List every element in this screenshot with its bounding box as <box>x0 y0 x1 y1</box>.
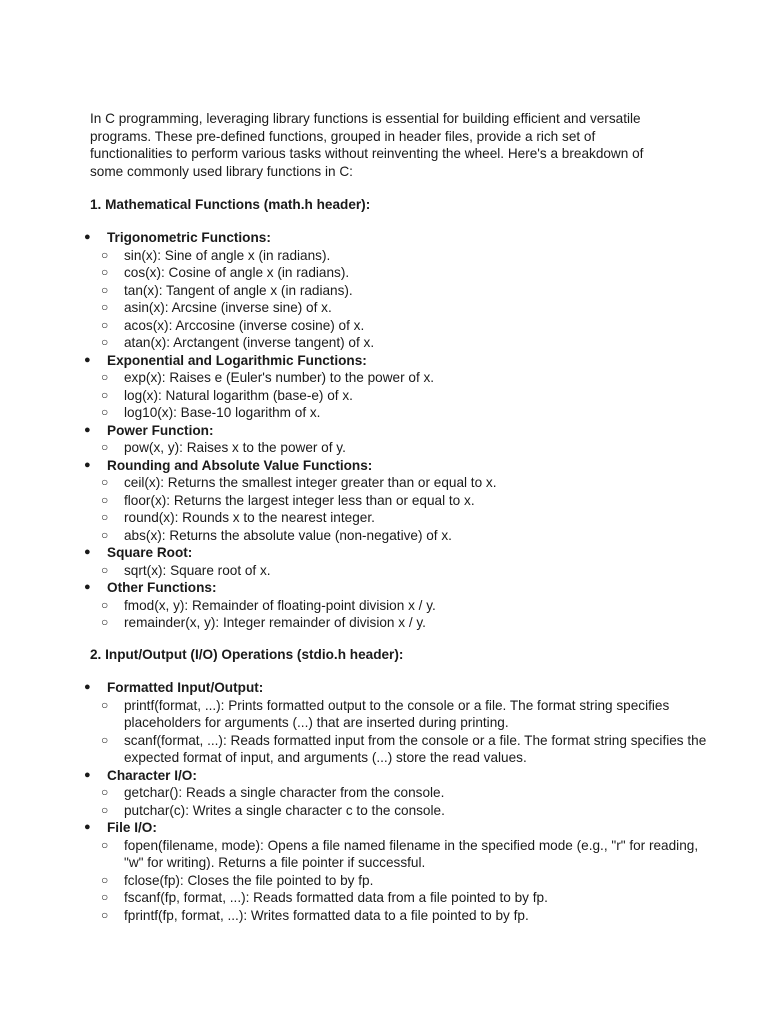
list-item-text: log10(x): Base-10 logarithm of x. <box>124 405 321 420</box>
bullet-group-square-root <box>0 544 768 579</box>
bullet-group-formatted-io <box>0 679 768 767</box>
circle-bullet-icon: ○ <box>101 872 109 887</box>
section-heading-io: 2. Input/Output (I/O) Operations (stdio.h header): <box>90 647 404 662</box>
math-function-list <box>0 229 768 632</box>
list-item-text: atan(x): Arctangent (inverse tangent) of x. <box>124 335 375 350</box>
bullet-label: Other Functions: <box>107 580 217 595</box>
io-function-list <box>0 679 768 924</box>
list-item <box>0 439 768 457</box>
list-item <box>0 889 768 907</box>
bullet-item <box>0 579 768 597</box>
list-item <box>0 334 768 352</box>
list-item <box>0 474 768 492</box>
list-item <box>0 597 768 615</box>
list-item <box>0 369 768 387</box>
list-item <box>0 404 768 422</box>
bullet-group-rounding <box>0 457 768 545</box>
list-item-text: fmod(x, y): Remainder of floating-point division x / y. <box>124 597 436 613</box>
circle-bullet-icon: ○ <box>101 785 109 799</box>
bullet-label: Trigonometric Functions: <box>107 230 271 245</box>
list-item <box>0 837 768 872</box>
bullet-icon: ● <box>84 821 91 833</box>
list-item <box>0 614 768 632</box>
circle-bullet-icon: ○ <box>101 527 109 542</box>
sub-list <box>0 247 768 352</box>
sub-list <box>0 784 768 819</box>
circle-bullet-icon: ○ <box>101 597 109 612</box>
list-item <box>0 697 768 732</box>
list-item-text: tan(x): Tangent of angle x (in radians). <box>124 282 353 298</box>
list-item <box>0 387 768 405</box>
bullet-item <box>0 422 768 440</box>
circle-bullet-icon: ○ <box>101 562 109 577</box>
bullet-item <box>0 819 768 837</box>
list-item <box>0 247 768 265</box>
bullet-label: Rounding and Absolute Value Functions: <box>107 457 373 473</box>
circle-bullet-icon: ○ <box>101 282 109 297</box>
bullet-item <box>0 544 768 562</box>
list-item-text: cos(x): Cosine of angle x (in radians). <box>124 265 350 280</box>
bullet-label: File I/O: <box>107 820 157 835</box>
list-item <box>0 282 768 300</box>
circle-bullet-icon: ○ <box>101 615 109 629</box>
circle-bullet-icon: ○ <box>101 335 109 349</box>
bullet-icon: ● <box>84 681 91 693</box>
bullet-group-file-io <box>0 819 768 924</box>
circle-bullet-icon: ○ <box>101 317 109 332</box>
list-item <box>0 732 768 767</box>
list-item <box>0 784 768 802</box>
bullet-item <box>0 352 768 370</box>
circle-bullet-icon: ○ <box>101 697 109 712</box>
circle-bullet-icon: ○ <box>101 440 109 454</box>
list-item-text: fscanf(fp, format, ...): Reads formatted data from a file pointed to by fp. <box>124 890 548 905</box>
circle-bullet-icon: ○ <box>101 837 109 852</box>
list-item-text: fclose(fp): Closes the file pointed to by fp. <box>124 872 374 888</box>
bullet-label: Formatted Input/Output: <box>107 680 264 695</box>
bullet-label: Exponential and Logarithmic Functions: <box>107 352 367 368</box>
list-item-text: exp(x): Raises e (Euler's number) to the power of x. <box>124 370 435 385</box>
list-item-text: fprintf(fp, format, ...): Writes formatted data to a file pointed to by fp. <box>124 907 529 923</box>
circle-bullet-icon: ○ <box>101 247 109 262</box>
circle-bullet-icon: ○ <box>101 510 109 524</box>
circle-bullet-icon: ○ <box>101 370 109 384</box>
sub-list <box>0 439 768 457</box>
list-item-text: abs(x): Returns the absolute value (non-negative) of x. <box>124 527 452 543</box>
list-item-text: fopen(filename, mode): Opens a file named filename in the specified mode (e.g., "r" for reading, "w" for writing). Returns a file pointer if successful. <box>124 837 699 870</box>
sub-list <box>0 837 768 925</box>
bullet-icon: ● <box>84 353 91 366</box>
circle-bullet-icon: ○ <box>101 492 109 507</box>
bullet-group-exponential <box>0 352 768 422</box>
bullet-label: Character I/O: <box>107 767 197 783</box>
list-item <box>0 872 768 890</box>
list-item-text: acos(x): Arccosine (inverse cosine) of x. <box>124 317 365 333</box>
circle-bullet-icon: ○ <box>101 265 109 279</box>
list-item <box>0 264 768 282</box>
circle-bullet-icon: ○ <box>101 405 109 419</box>
list-item <box>0 509 768 527</box>
bullet-icon: ● <box>84 581 91 593</box>
intro-paragraph: In C programming, leveraging library functions is essential for building efficient and versatile programs. These pre-defined functions, grouped in header files, provide a rich set of functionalities to perform various tasks without reinventing the wheel. Here's a breakdown of some commonly used library functions in C: <box>90 111 644 179</box>
circle-bullet-icon: ○ <box>101 300 109 314</box>
list-item <box>0 907 768 925</box>
list-item-text: putchar(c): Writes a single character c to the console. <box>124 802 445 818</box>
list-item-text: printf(format, ...): Prints formatted output to the console or a file. The format string specifies placeholders for arguments (...) that are inserted during printing. <box>124 697 670 730</box>
sub-list <box>0 369 768 422</box>
circle-bullet-icon: ○ <box>101 387 109 402</box>
section-heading-math: 1. Mathematical Functions (math.h header): <box>90 197 371 212</box>
bullet-item <box>0 767 768 785</box>
circle-bullet-icon: ○ <box>101 907 109 922</box>
bullet-group-trigonometric <box>0 229 768 352</box>
bullet-group-power <box>0 422 768 457</box>
list-item-text: asin(x): Arcsine (inverse sine) of x. <box>124 300 332 315</box>
list-item-text: scanf(format, ...): Reads formatted input from the console or a file. The format string specifies the expected format of input, and arguments (...) store the read values. <box>124 732 707 765</box>
list-item-text: remainder(x, y): Integer remainder of division x / y. <box>124 615 426 630</box>
list-item <box>0 492 768 510</box>
list-item-text: round(x): Rounds x to the nearest integer. <box>124 510 375 525</box>
list-item-text: sin(x): Sine of angle x (in radians). <box>124 247 331 263</box>
bullet-icon: ● <box>84 231 91 243</box>
list-item-text: pow(x, y): Raises x to the power of y. <box>124 440 346 455</box>
bullet-icon: ● <box>84 768 91 781</box>
bullet-label: Square Root: <box>107 545 193 560</box>
list-item-text: floor(x): Returns the largest integer less than or equal to x. <box>124 492 475 508</box>
sub-list <box>0 562 768 580</box>
sub-list <box>0 597 768 632</box>
bullet-group-character-io <box>0 767 768 820</box>
circle-bullet-icon: ○ <box>101 890 109 904</box>
circle-bullet-icon: ○ <box>101 732 109 747</box>
bullet-item <box>0 679 768 697</box>
sub-list <box>0 697 768 767</box>
list-item-text: getchar(): Reads a single character from the console. <box>124 785 445 800</box>
bullet-group-other <box>0 579 768 632</box>
list-item <box>0 562 768 580</box>
list-item <box>0 299 768 317</box>
bullet-icon: ● <box>84 423 91 436</box>
bullet-item <box>0 229 768 247</box>
bullet-item <box>0 457 768 475</box>
bullet-icon: ● <box>84 458 91 471</box>
list-item <box>0 802 768 820</box>
circle-bullet-icon: ○ <box>101 475 109 489</box>
list-item <box>0 317 768 335</box>
sub-list <box>0 474 768 544</box>
list-item-text: ceil(x): Returns the smallest integer greater than or equal to x. <box>124 475 497 490</box>
list-item <box>0 527 768 545</box>
list-item-text: sqrt(x): Square root of x. <box>124 562 271 578</box>
circle-bullet-icon: ○ <box>101 802 109 817</box>
bullet-label: Power Function: <box>107 422 214 438</box>
list-item-text: log(x): Natural logarithm (base-e) of x. <box>124 387 353 403</box>
bullet-icon: ● <box>84 546 91 558</box>
